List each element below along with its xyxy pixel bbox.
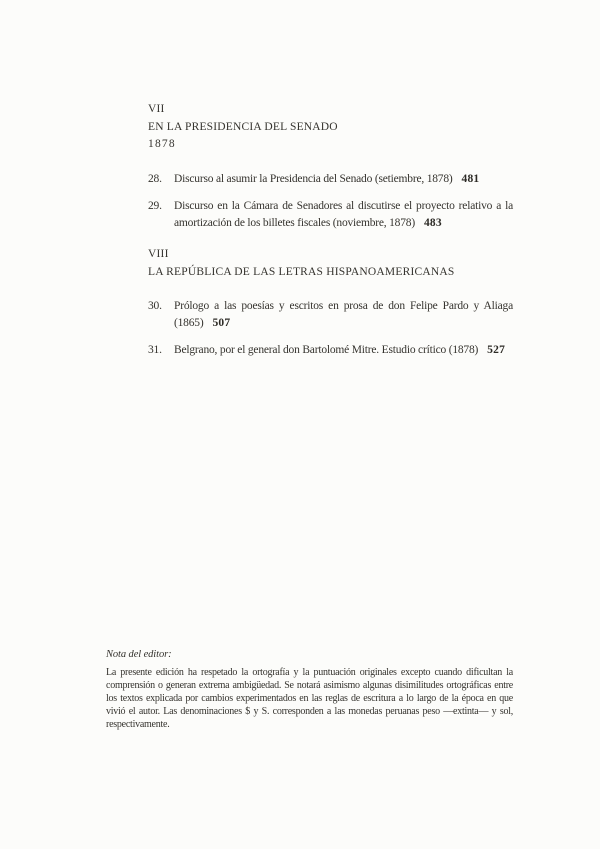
entry-body <box>174 298 513 331</box>
entry-title: Belgrano, por el general don Bartolomé Mitre. Estudio crítico (1878) <box>174 344 479 356</box>
entry-title: Discurso al asumir la Presidencia del Senado (setiembre, 1878) <box>174 172 453 185</box>
entry-number: 28. <box>148 172 162 185</box>
toc-entry-list <box>148 171 513 232</box>
section-title: EN LA PRESIDENCIA DEL SENADO <box>148 120 338 133</box>
editor-note <box>106 648 513 731</box>
entry-page-number: 483 <box>423 216 442 229</box>
entry-page-number: 527 <box>487 344 506 356</box>
entry-title: Discurso en la Cámara de Senadores al discutirse el proyecto relativo a la amortización de los billetes fiscales (noviembre, 1878) <box>174 200 513 229</box>
toc-entry <box>148 298 513 331</box>
toc-entry <box>148 342 513 359</box>
section-number: VII <box>148 103 165 115</box>
toc-section-viii <box>148 246 513 359</box>
toc-entry <box>148 198 513 231</box>
editor-note-label: Nota del editor: <box>106 649 172 660</box>
entry-number: 29. <box>148 200 162 212</box>
table-of-contents <box>148 101 513 359</box>
section-title: LA REPÚBLICA DE LAS LETRAS HISPANOAMERICANAS <box>148 265 455 278</box>
entry-body <box>174 198 513 231</box>
entry-page-number: 507 <box>212 316 231 329</box>
editor-note-text: La presente edición ha respetado la ortografía y la puntuación originales excepto cuando dificultan la comprensión o generan extrema ambigüedad. Se notará asimismo algunas disimilitudes ortográficas entre los textos explicada por cambios experimentados en las reglas de escritura a lo largo de la época en que vivió el autor. Las denominaciones $ y S. corresponden a las monedas peruanas peso —extinta— y sol, respectivamente. <box>106 667 513 730</box>
entry-body <box>174 342 513 359</box>
section-number: VIII <box>148 248 169 260</box>
entry-number: 31. <box>148 344 162 356</box>
toc-entry-list <box>148 298 513 359</box>
entry-page-number: 481 <box>461 172 480 185</box>
entry-title: Prólogo a las poesías y escritos en prosa de don Felipe Pardo y Aliaga (1865) <box>174 300 513 329</box>
entry-number: 30. <box>148 300 162 312</box>
entry-body <box>174 171 513 188</box>
toc-entry <box>148 171 513 188</box>
toc-section-vii <box>148 101 513 231</box>
section-year: 1878 <box>148 138 176 150</box>
